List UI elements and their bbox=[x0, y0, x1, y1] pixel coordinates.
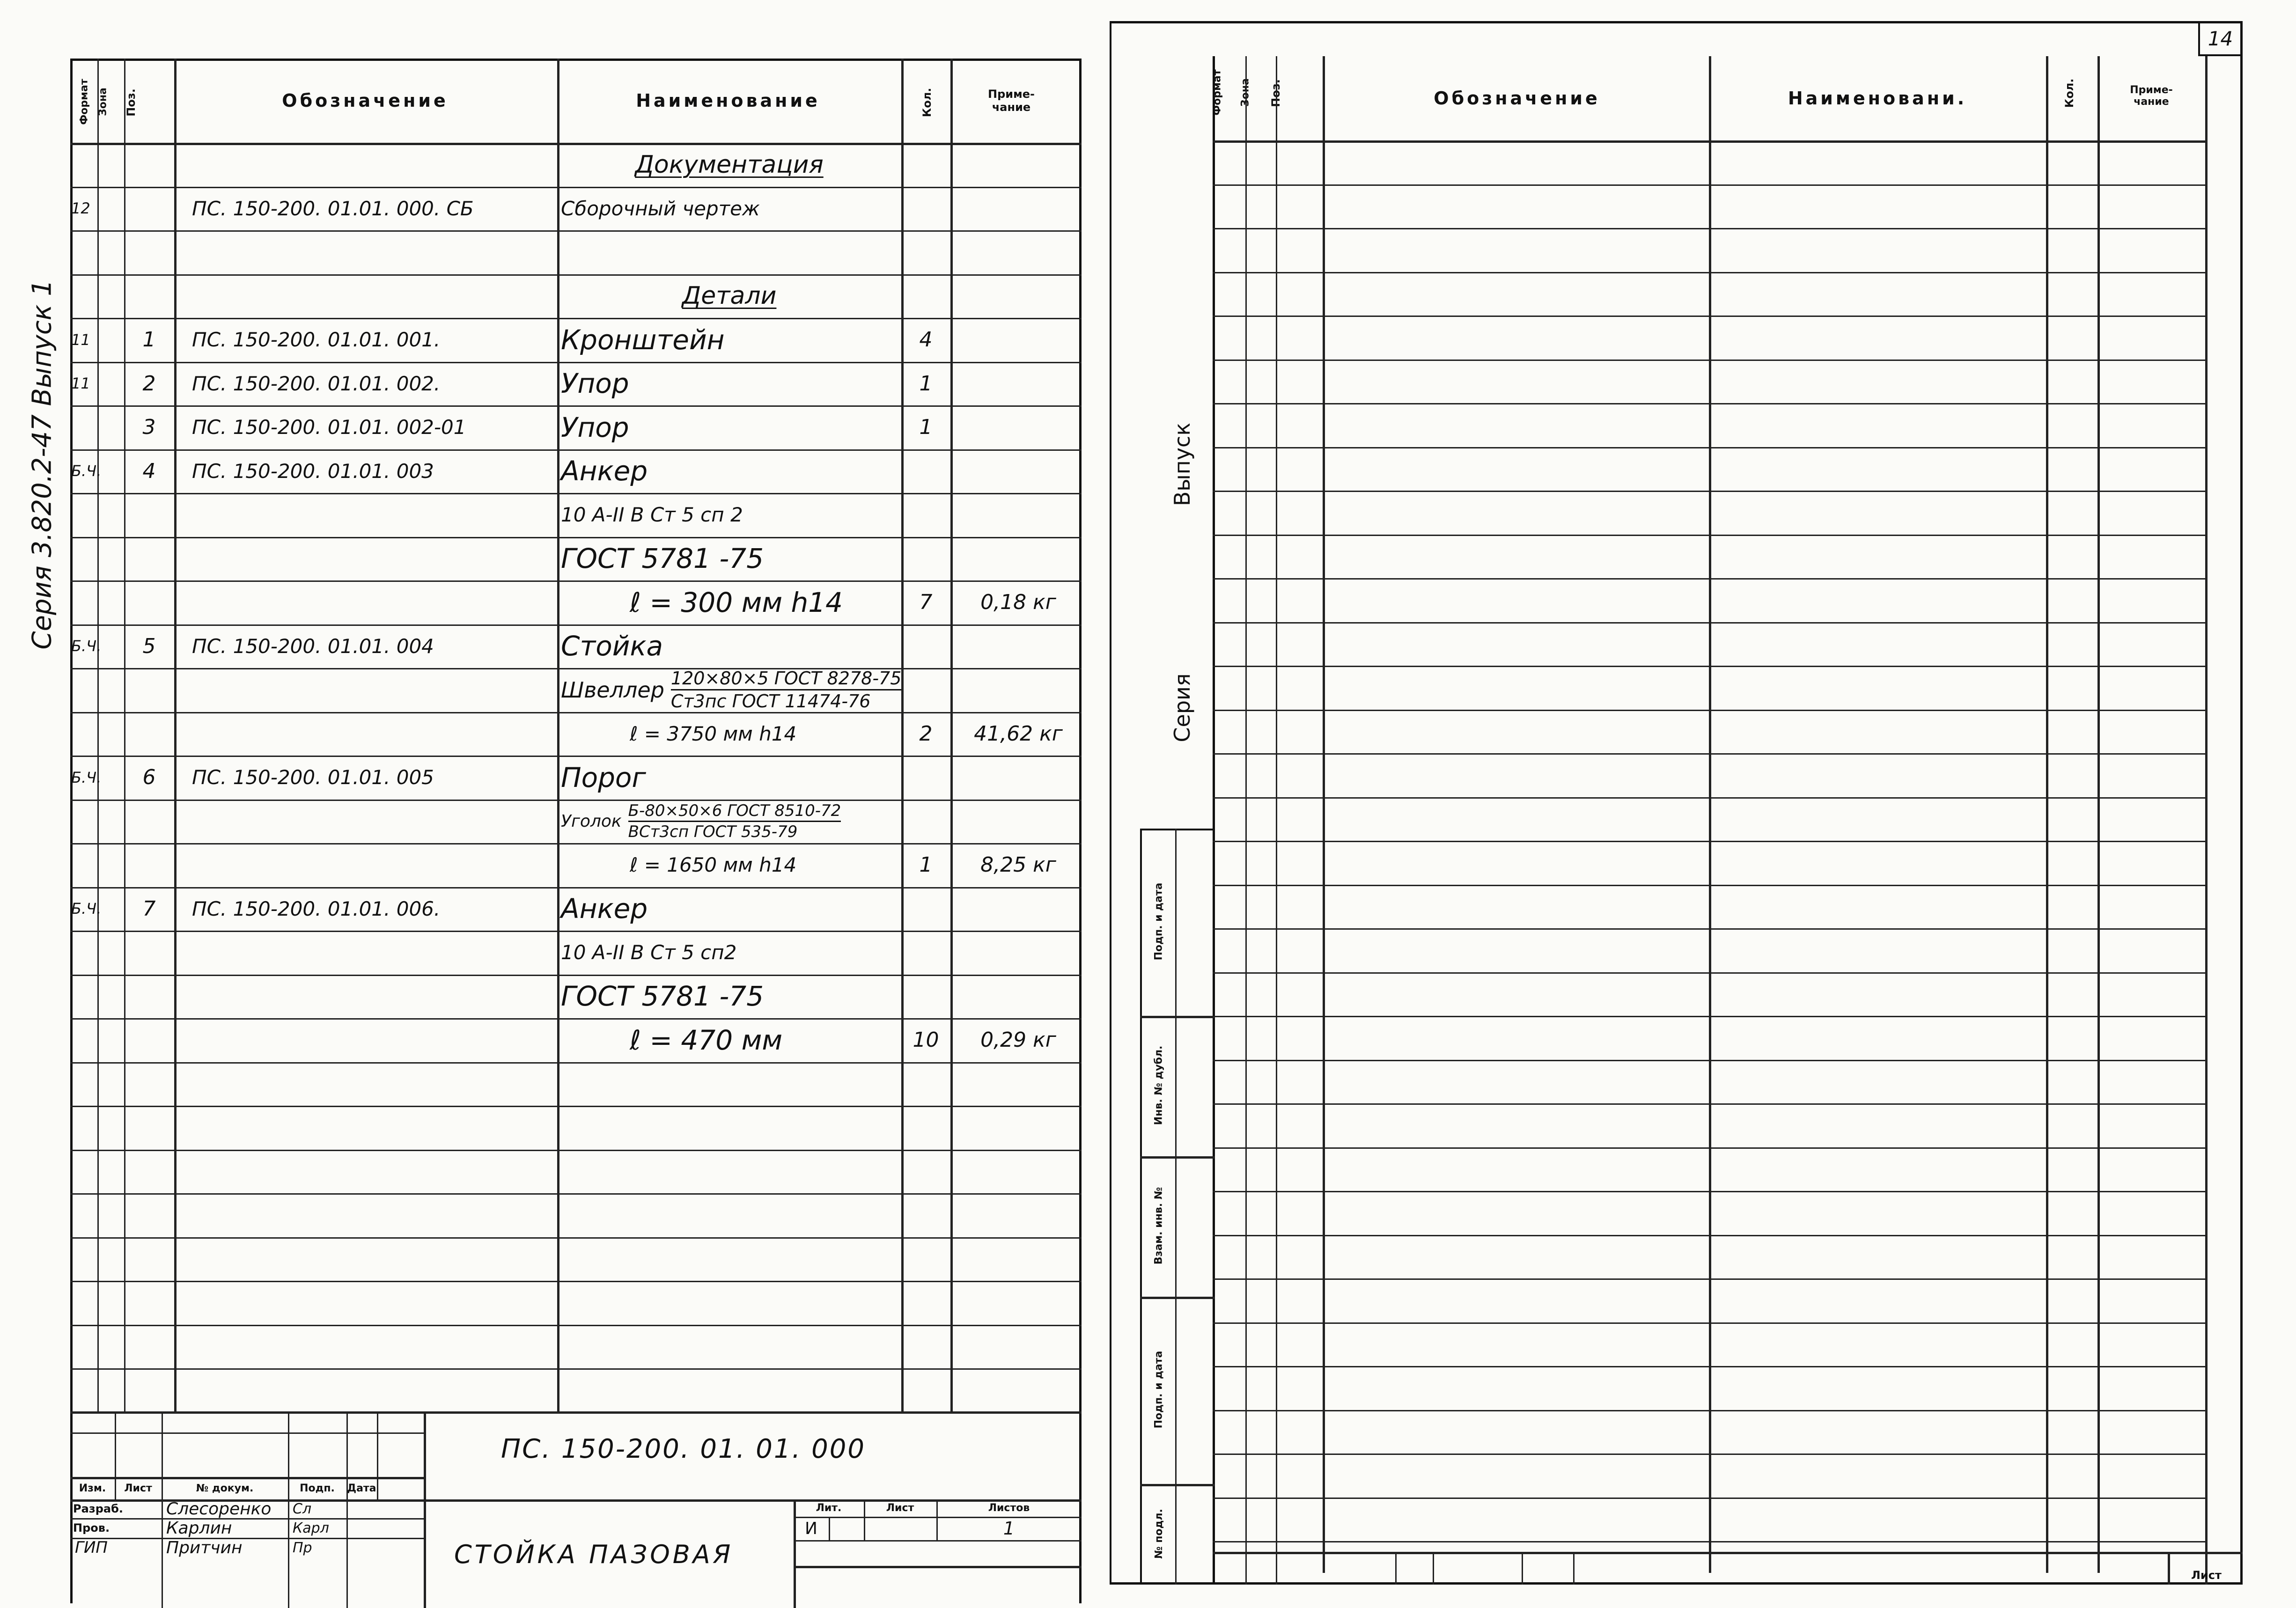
tb-role-checker: Пров. bbox=[73, 1521, 110, 1535]
designation-cell bbox=[192, 537, 557, 581]
strip-label: Подп. и дата bbox=[1153, 882, 1165, 961]
designation-cell: ПС. 150-200. 01.01. 000. СБ bbox=[192, 197, 474, 220]
name-fraction bbox=[671, 669, 902, 710]
table-row bbox=[70, 800, 1082, 844]
row-divider bbox=[950, 1062, 1082, 1064]
pos-cell: 2 bbox=[142, 371, 156, 396]
designation-cell bbox=[192, 931, 557, 975]
designation-cell bbox=[192, 843, 557, 887]
designation-cell bbox=[192, 712, 557, 756]
pos-cell: 5 bbox=[142, 634, 156, 658]
table-row bbox=[70, 756, 1082, 800]
pos-cell: 7 bbox=[142, 896, 156, 921]
format-cell bbox=[71, 493, 97, 537]
hdr-qty: Кол. bbox=[920, 88, 934, 117]
qty-cell bbox=[901, 931, 950, 975]
note-cell bbox=[955, 187, 1082, 231]
format-cell bbox=[71, 712, 97, 756]
table-row bbox=[70, 405, 1082, 449]
table-row bbox=[70, 887, 1082, 931]
table-row bbox=[70, 537, 1082, 581]
qty-cell: 1 bbox=[919, 415, 933, 440]
designation-cell bbox=[192, 143, 557, 187]
rhdr-zone: Зона bbox=[1239, 78, 1251, 107]
note-cell bbox=[955, 362, 1082, 406]
table-row bbox=[70, 318, 1082, 362]
strip-label: Подп. и дата bbox=[1153, 1351, 1165, 1429]
row-divider bbox=[1213, 228, 2205, 229]
hdr-zone: Зона bbox=[97, 88, 109, 116]
qty-cell: 4 bbox=[919, 328, 933, 352]
row-divider bbox=[1213, 885, 2205, 886]
pos-cell bbox=[124, 493, 174, 537]
row-divider bbox=[1213, 1191, 2205, 1192]
row-divider bbox=[70, 1106, 950, 1107]
note-cell: 41,62 кг bbox=[974, 721, 1063, 746]
name-fraction bbox=[628, 803, 841, 840]
designation-cell bbox=[192, 1018, 557, 1062]
tb-name-gip: Притчин bbox=[166, 1538, 243, 1557]
row-divider bbox=[1213, 272, 2205, 273]
row-divider bbox=[1213, 447, 2205, 448]
name-cell: Сборочный чертеж bbox=[561, 197, 760, 220]
pos-cell bbox=[124, 800, 174, 844]
section-heading: Документация bbox=[635, 150, 824, 179]
row-divider bbox=[1213, 1541, 2205, 1542]
series-side-label: Серия 3.820.2-47 Выпуск 1 bbox=[27, 279, 58, 650]
designation-cell bbox=[192, 230, 557, 274]
rhdr-qty: Кол. bbox=[2063, 78, 2076, 108]
pos-cell bbox=[124, 931, 174, 975]
hdr-designation: Обозначение bbox=[282, 90, 449, 111]
right-table-frame bbox=[1213, 56, 2245, 1585]
tb-role-gip: ГИП bbox=[75, 1538, 108, 1557]
designation-cell: ПС. 150-200. 01.01. 005 bbox=[192, 766, 434, 789]
pos-cell bbox=[124, 1018, 174, 1062]
row-divider bbox=[1213, 403, 2205, 404]
qty-cell bbox=[901, 143, 950, 187]
note-cell bbox=[955, 449, 1082, 493]
pos-cell bbox=[124, 668, 174, 712]
name-cell: Упор bbox=[561, 367, 629, 400]
table-row bbox=[70, 931, 1082, 975]
note-cell bbox=[955, 493, 1082, 537]
tb-col-doc: № докум. bbox=[196, 1482, 254, 1494]
name-cell: ГОСТ 5781 -75 bbox=[561, 543, 764, 575]
row-divider bbox=[950, 1193, 1082, 1195]
table-row bbox=[70, 493, 1082, 537]
designation-cell: ПС. 150-200. 01.01. 001. bbox=[192, 328, 441, 352]
note-cell bbox=[955, 318, 1082, 362]
format-cell bbox=[71, 668, 97, 712]
pos-cell bbox=[124, 712, 174, 756]
tb-lit-value: И bbox=[805, 1519, 817, 1538]
name-cell: Швеллер $\frac{\text{120×80×5 ГОСТ 8278-75}}{\text{Ст3пс ГОСТ 11474-76}}$ bbox=[561, 668, 902, 712]
qty-cell bbox=[901, 756, 950, 800]
table-row bbox=[70, 843, 1082, 887]
hdr-pos: Поз. bbox=[125, 88, 138, 117]
title-block bbox=[70, 1411, 1082, 1608]
row-divider bbox=[1213, 797, 2205, 799]
row-divider bbox=[1213, 710, 2205, 711]
tb-name-checker: Карлин bbox=[166, 1518, 232, 1538]
page-number: 14 bbox=[2208, 27, 2233, 50]
table-row bbox=[70, 362, 1082, 406]
designation-cell bbox=[192, 800, 557, 844]
qty-cell bbox=[901, 230, 950, 274]
row-divider bbox=[1213, 841, 2205, 842]
name-cell: 10 А-II В Ст 5 сп 2 bbox=[561, 503, 743, 527]
format-cell bbox=[71, 800, 97, 844]
designation-cell: ПС. 150-200. 01.01. 002. bbox=[192, 372, 441, 395]
row-divider bbox=[950, 1106, 1082, 1107]
format-cell: 12 bbox=[71, 199, 90, 218]
qty-cell bbox=[901, 800, 950, 844]
row-divider bbox=[1213, 1278, 2205, 1280]
pos-cell bbox=[124, 143, 174, 187]
qty-cell: 2 bbox=[919, 721, 933, 746]
designation-cell bbox=[192, 493, 557, 537]
tb-lit-header: Лит. bbox=[816, 1502, 842, 1514]
row-divider bbox=[1213, 1235, 2205, 1236]
row-divider bbox=[70, 1237, 950, 1239]
note-cell bbox=[955, 143, 1082, 187]
name-cell: Упор bbox=[561, 411, 629, 443]
tb-col-izm: Изм. bbox=[79, 1482, 106, 1494]
name-cell: Кронштейн bbox=[561, 323, 725, 356]
qty-cell bbox=[901, 493, 950, 537]
table-row bbox=[70, 1018, 1082, 1062]
qty-cell bbox=[901, 187, 950, 231]
name-cell: Порог bbox=[561, 761, 646, 793]
tb-sheets-header: Листов bbox=[988, 1502, 1030, 1514]
note-cell bbox=[955, 931, 1082, 975]
tb-col-sign: Подп. bbox=[300, 1482, 335, 1494]
format-cell bbox=[71, 580, 97, 624]
table-row bbox=[70, 274, 1082, 318]
pos-cell bbox=[124, 537, 174, 581]
designation-cell bbox=[192, 274, 557, 318]
strip-label: Взам. инв. № bbox=[1153, 1187, 1165, 1265]
table-row bbox=[70, 624, 1082, 668]
row-divider bbox=[1213, 1016, 2205, 1017]
pos-cell bbox=[124, 274, 174, 318]
hdr-note: Приме- чание bbox=[988, 88, 1035, 114]
strip-label: Инв. № дубл. bbox=[1153, 1045, 1165, 1125]
row-divider bbox=[1213, 1060, 2205, 1061]
format-cell: 11 bbox=[71, 330, 90, 349]
tb-sign-checker: Карл bbox=[293, 1520, 329, 1536]
left-sheet bbox=[27, 59, 1082, 1603]
pos-cell bbox=[124, 187, 174, 231]
name-cell: Уголок $\frac{\text{Б-80×50×6 ГОСТ 8510-72}}{\text{ВСт3сп ГОСТ 535-79}}$ bbox=[561, 801, 841, 841]
row-divider bbox=[1213, 1322, 2205, 1324]
row-divider bbox=[950, 1237, 1082, 1239]
pos-cell: 6 bbox=[142, 765, 156, 790]
row-divider bbox=[1213, 316, 2205, 317]
designation-cell: ПС. 150-200. 01.01. 003 bbox=[192, 459, 434, 483]
designation-cell: ПС. 150-200. 01.01. 004 bbox=[192, 634, 434, 658]
row-divider bbox=[70, 1281, 950, 1282]
row-divider bbox=[950, 1368, 1082, 1370]
pos-cell bbox=[124, 843, 174, 887]
right-sheet bbox=[1110, 21, 2243, 1585]
note-cell bbox=[955, 975, 1082, 1019]
table-row bbox=[70, 975, 1082, 1019]
pos-cell bbox=[124, 580, 174, 624]
format-cell: Б.Ч. bbox=[71, 900, 102, 918]
table-row bbox=[70, 449, 1082, 493]
qty-cell: 10 bbox=[913, 1028, 939, 1052]
right-footer-list-label: Лист bbox=[2191, 1569, 2222, 1582]
name-cell: ℓ = 470 мм bbox=[630, 1024, 783, 1056]
rhdr-name: Наименовани. bbox=[1788, 88, 1967, 109]
row-divider bbox=[1213, 666, 2205, 667]
qty-cell bbox=[901, 975, 950, 1019]
fraction-bottom: Ст3пс ГОСТ 11474-76 bbox=[670, 691, 871, 712]
tb-document-title: СТОЙКА ПАЗОВАЯ bbox=[454, 1539, 734, 1569]
tb-col-list: Лист bbox=[124, 1482, 152, 1494]
hdr-name: Наименование bbox=[636, 90, 820, 111]
name-cell: 10 А-II В Ст 5 сп2 bbox=[561, 941, 737, 964]
note-cell: 8,25 кг bbox=[980, 853, 1056, 877]
note-cell bbox=[955, 405, 1082, 449]
name-cell: Анкер bbox=[561, 455, 648, 487]
format-cell: 11 bbox=[71, 374, 90, 393]
row-divider bbox=[1213, 360, 2205, 361]
table-row bbox=[70, 230, 1082, 274]
row-divider bbox=[70, 1150, 950, 1151]
row-divider bbox=[1213, 1410, 2205, 1411]
format-cell bbox=[71, 405, 97, 449]
tb-sheet-header: Лист bbox=[886, 1502, 914, 1514]
format-cell bbox=[71, 843, 97, 887]
tb-sign-developer: Сл bbox=[293, 1500, 312, 1517]
row-divider bbox=[1213, 753, 2205, 755]
format-cell bbox=[71, 931, 97, 975]
left-strip bbox=[1140, 829, 1215, 1585]
table-row bbox=[70, 712, 1082, 756]
note-cell bbox=[955, 274, 1082, 318]
format-cell bbox=[71, 975, 97, 1019]
pos-cell: 4 bbox=[142, 459, 156, 483]
row-divider bbox=[950, 1150, 1082, 1151]
note-cell bbox=[955, 624, 1082, 668]
note-cell: 0,29 кг bbox=[980, 1028, 1056, 1052]
side-label-seria: Серия bbox=[1170, 673, 1195, 742]
format-cell bbox=[71, 274, 97, 318]
note-cell bbox=[955, 800, 1082, 844]
qty-cell bbox=[901, 537, 950, 581]
row-divider bbox=[1213, 1147, 2205, 1149]
name-cell: ℓ = 3750 мм h14 bbox=[630, 722, 797, 745]
row-divider bbox=[1213, 622, 2205, 624]
tb-role-developer: Разраб. bbox=[73, 1502, 123, 1515]
table-row bbox=[70, 668, 1082, 712]
rhdr-note: Приме- чание bbox=[2130, 84, 2173, 108]
strip-label: № подл. bbox=[1153, 1508, 1165, 1559]
name-cell bbox=[561, 230, 898, 274]
row-divider bbox=[1213, 1103, 2205, 1105]
name-cell: ГОСТ 5781 -75 bbox=[561, 980, 764, 1013]
format-cell bbox=[71, 230, 97, 274]
qty-cell bbox=[901, 668, 950, 712]
rhdr-designation: Обозначение bbox=[1434, 88, 1600, 109]
row-divider bbox=[1213, 491, 2205, 492]
row-divider bbox=[70, 1325, 950, 1326]
row-divider bbox=[1213, 184, 2205, 186]
qty-cell: 1 bbox=[919, 371, 933, 396]
note-cell bbox=[955, 537, 1082, 581]
qty-cell bbox=[901, 624, 950, 668]
designation-cell bbox=[192, 668, 557, 712]
designation-cell bbox=[192, 975, 557, 1019]
qty-cell: 1 bbox=[919, 853, 933, 877]
qty-cell bbox=[901, 274, 950, 318]
row-divider bbox=[70, 1193, 950, 1195]
row-divider bbox=[1213, 1366, 2205, 1367]
format-cell: Б.Ч. bbox=[71, 768, 102, 786]
designation-cell bbox=[192, 580, 557, 624]
pos-cell: 1 bbox=[142, 328, 156, 352]
name-cell: Стойка bbox=[561, 630, 663, 662]
note-cell: 0,18 кг bbox=[980, 590, 1056, 615]
row-divider bbox=[1213, 535, 2205, 536]
qty-cell: 7 bbox=[919, 590, 933, 615]
rhdr-pos: Поз. bbox=[1269, 79, 1282, 107]
pos-cell bbox=[124, 975, 174, 1019]
note-cell bbox=[955, 756, 1082, 800]
qty-cell bbox=[901, 449, 950, 493]
format-cell: Б.Ч. bbox=[71, 462, 102, 480]
note-cell bbox=[955, 887, 1082, 931]
designation-cell: ПС. 150-200. 01.01. 006. bbox=[192, 897, 441, 920]
row-divider bbox=[1213, 972, 2205, 974]
row-divider bbox=[70, 1062, 950, 1064]
fraction-top: 120×80×5 ГОСТ 8278-75 bbox=[671, 669, 902, 690]
row-divider bbox=[950, 1325, 1082, 1326]
name-cell: ℓ = 300 мм h14 bbox=[630, 586, 843, 618]
table-row bbox=[70, 580, 1082, 624]
format-cell bbox=[71, 537, 97, 581]
row-divider bbox=[1213, 928, 2205, 930]
tb-sign-gip: Пр bbox=[293, 1539, 312, 1556]
designation-cell: ПС. 150-200. 01.01. 002-01 bbox=[192, 416, 466, 439]
table-row bbox=[70, 143, 1082, 187]
format-cell bbox=[71, 1018, 97, 1062]
row-divider bbox=[1213, 578, 2205, 580]
row-divider bbox=[950, 1281, 1082, 1282]
rhdr-format: Формат bbox=[1211, 69, 1223, 116]
tb-document-code: ПС. 150-200. 01. 01. 000 bbox=[501, 1433, 866, 1464]
hdr-format: Формат bbox=[78, 79, 90, 125]
format-cell bbox=[71, 143, 97, 187]
tb-col-date: Дата bbox=[347, 1482, 376, 1494]
fraction-top: Б-80×50×6 ГОСТ 8510-72 bbox=[628, 803, 841, 822]
pos-cell: 3 bbox=[142, 415, 156, 440]
section-heading: Детали bbox=[682, 282, 777, 310]
row-divider bbox=[1213, 1454, 2205, 1455]
fraction-bottom: ВСт3сп ГОСТ 535-79 bbox=[628, 822, 798, 841]
format-cell: Б.Ч. bbox=[71, 637, 102, 655]
tb-sheets-value: 1 bbox=[1003, 1518, 1015, 1539]
table-row bbox=[70, 187, 1082, 231]
note-cell bbox=[955, 668, 1082, 712]
tb-name-developer: Слесоренко bbox=[166, 1499, 272, 1519]
name-cell: Анкер bbox=[561, 893, 648, 925]
qty-cell bbox=[901, 887, 950, 931]
note-cell bbox=[955, 230, 1082, 274]
row-divider bbox=[70, 1368, 950, 1370]
side-label-vypusk: Выпуск bbox=[1170, 422, 1195, 507]
row-divider bbox=[1213, 1498, 2205, 1499]
name-cell: ℓ = 1650 мм h14 bbox=[630, 853, 797, 877]
pos-cell bbox=[124, 230, 174, 274]
